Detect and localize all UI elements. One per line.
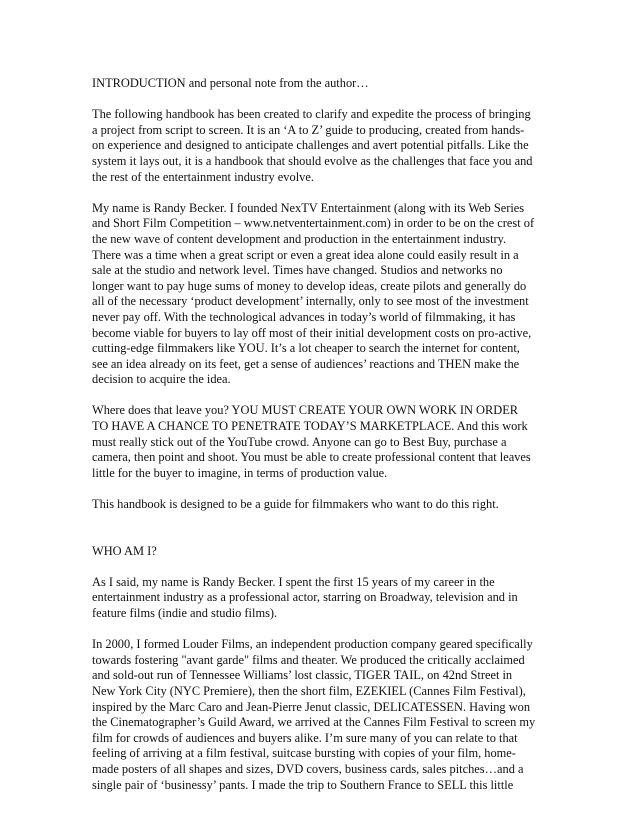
- text-line: decision to acquire the idea.: [92, 372, 231, 387]
- text-line: must really stick out of the YouTube crowd. Anyone can go to Best Buy, purchase a: [92, 434, 507, 449]
- text-line: feeling of arriving at a film festival, suitcase bursting with copies of your film, home-: [92, 746, 516, 761]
- body-paragraph: [92, 637, 550, 793]
- text-line: all of the necessary ‘product development’ internally, only to see most of the investment: [92, 294, 529, 309]
- document-page: [92, 76, 550, 809]
- section-heading: [92, 544, 550, 560]
- text-line: never pay off. With the technological advances in today’s world of filmmaking, it has: [92, 309, 516, 324]
- text-line: system it lays out, it is a handbook that should evolve as the challenges that face you and: [92, 153, 533, 168]
- text-line: As I said, my name is Randy Becker. I spent the first 15 years of my career in the: [92, 574, 495, 589]
- text-line: the Cinematographer’s Guild Award, we arrived at the Cannes Film Festival to screen my: [92, 715, 536, 730]
- text-line: sale at the studio and network level. Times have changed. Studios and networks no: [92, 263, 503, 278]
- body-paragraph: [92, 201, 550, 388]
- body-paragraph: [92, 497, 550, 513]
- text-line: There was a time when a great script or even a great idea alone could easily result in a: [92, 247, 519, 262]
- text-line: TO HAVE A CHANCE TO PENETRATE TODAY’S MARKETPLACE. And this work: [92, 419, 528, 434]
- text-line: entertainment industry as a professional actor, starring on Broadway, television and in: [92, 590, 518, 605]
- text-line: the rest of the entertainment industry evolve.: [92, 169, 314, 184]
- text-line: Where does that leave you? YOU MUST CREATE YOUR OWN WORK IN ORDER: [92, 403, 519, 418]
- text-line: WHO AM I?: [92, 543, 157, 558]
- text-line: little for the buyer to imagine, in terms of production value.: [92, 465, 388, 480]
- text-line: camera, then point and shoot. You must be able to create professional content that leaves: [92, 450, 531, 465]
- text-line: and Short Film Competition – www.netventertainment.com) in order to be on the crest of: [92, 216, 535, 231]
- body-paragraph: [92, 403, 550, 481]
- text-line: film for crowds of audiences and buyers alike. I’m sure many of you can relate to that: [92, 730, 518, 745]
- text-line: In 2000, I formed Louder Films, an independent production company geared specifically: [92, 637, 533, 652]
- text-line: on experience and designed to anticipate challenges and avert potential pitfalls. Like the: [92, 138, 529, 153]
- text-line: My name is Randy Becker. I founded NexTV Entertainment (along with its Web Series: [92, 200, 525, 215]
- text-line: single pair of ‘businessy’ pants. I made the trip to Southern France to SELL this little: [92, 777, 514, 792]
- text-line: inspired by the Marc Caro and Jean-Pierre Jenut classic, DELICATESSEN. Having won: [92, 699, 531, 714]
- body-paragraph: [92, 107, 550, 185]
- text-line: and sold-out run of Tennessee Williams’ lost classic, TIGER TAIL, on 42nd Street in: [92, 668, 513, 683]
- text-line: towards fostering "avant garde" films and theater. We produced the critically acclaimed: [92, 652, 525, 667]
- text-line: feature films (indie and studio films).: [92, 606, 278, 620]
- text-line: the new wave of content development and production in the entertainment industry.: [92, 231, 507, 246]
- text-line: INTRODUCTION and personal note from the author…: [92, 76, 369, 90]
- text-line: longer want to pay huge sums of money to develop ideas, create pilots and generally do: [92, 278, 527, 293]
- text-line: cutting-edge filmmakers like YOU. It’s a lot cheaper to search the internet for content,: [92, 341, 520, 356]
- text-line: This handbook is designed to be a guide for filmmakers who want to do this right.: [92, 497, 499, 512]
- text-line: The following handbook has been created to clarify and expedite the process of bringing: [92, 107, 531, 122]
- text-line: a project from script to screen. It is an ‘A to Z’ guide to producing, created from hands-: [92, 122, 525, 137]
- text-line: New York City (NYC Premiere), then the short film, EZEKIEL (Cannes Film Festival),: [92, 683, 526, 698]
- text-line: become viable for buyers to lay off most of their initial development costs on pro-active,: [92, 325, 532, 340]
- text-line: made posters of all shapes and sizes, DVD covers, business cards, sales pitches…and a: [92, 761, 524, 776]
- body-paragraph: [92, 575, 550, 622]
- text-line: see an idea already on its feet, get a sense of audiences’ reactions and THEN make the: [92, 356, 520, 371]
- document-heading: [92, 76, 550, 92]
